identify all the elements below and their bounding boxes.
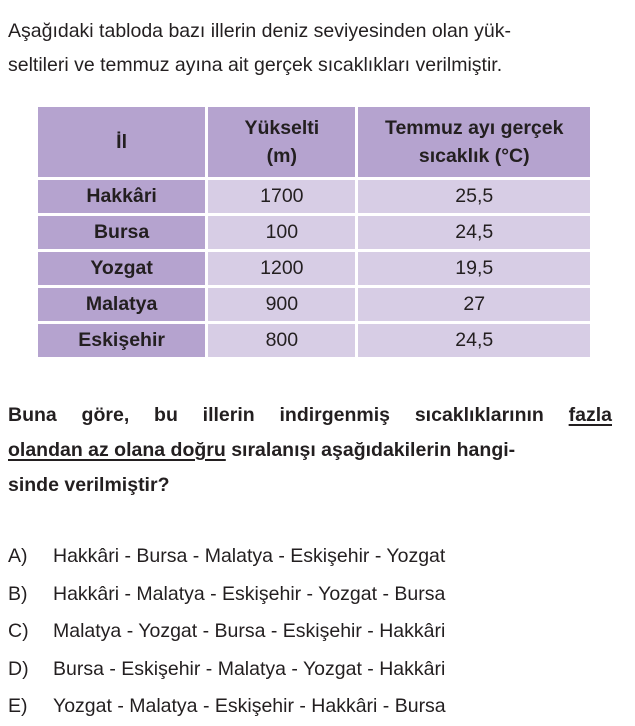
header-sicaklik: Temmuz ayı gerçek sıcaklık (°C) [357, 106, 592, 179]
table-row [37, 251, 592, 287]
intro-line: seltileri ve temmuz ayına ait gerçek sıcaklıkları verilmiştir. [8, 54, 503, 76]
question-line: Buna göre, bu illerin indirgenmiş sıcaklıklarının fazla [8, 404, 612, 426]
option-b[interactable] [8, 576, 612, 614]
option-c[interactable] [8, 613, 612, 651]
cell-city: Malatya [37, 287, 207, 323]
option-letter: A) [8, 545, 28, 568]
cell-temperature: 24,5 [357, 323, 592, 359]
intro-paragraph [8, 14, 608, 82]
option-text: Malatya - Yozgat - Bursa - Eskişehir - Hakkâri [53, 620, 446, 643]
header-yukselti: Yükselti (m) [207, 106, 357, 179]
question-line: olandan az olana doğru sıralanışı aşağıdakilerin hangi- [8, 439, 516, 461]
option-a[interactable] [8, 538, 612, 576]
cell-elevation: 800 [207, 323, 357, 359]
table-row [37, 179, 592, 215]
cell-elevation: 1700 [207, 179, 357, 215]
question-line: sinde verilmiştir? [8, 474, 170, 496]
cell-temperature: 19,5 [357, 251, 592, 287]
cell-city: Yozgat [37, 251, 207, 287]
option-letter: C) [8, 620, 29, 643]
option-letter: D) [8, 657, 29, 680]
cell-elevation: 900 [207, 287, 357, 323]
header-il: İl [37, 106, 207, 179]
underlined-text: fazla [568, 404, 612, 426]
option-text: Hakkâri - Malatya - Eskişehir - Yozgat - Bursa [53, 582, 446, 605]
underlined-text: olandan az olana doğru [8, 439, 226, 461]
table-row [37, 323, 592, 359]
cell-city: Hakkâri [37, 179, 207, 215]
cell-city: Eskişehir [37, 323, 207, 359]
cell-elevation: 1200 [207, 251, 357, 287]
cell-city: Bursa [37, 215, 207, 251]
table-row [37, 287, 592, 323]
cell-temperature: 25,5 [357, 179, 592, 215]
option-e[interactable] [8, 688, 612, 726]
table-row [37, 215, 592, 251]
cell-elevation: 100 [207, 215, 357, 251]
option-text: Bursa - Eskişehir - Malatya - Yozgat - Hakkâri [53, 657, 446, 680]
intro-line: Aşağıdaki tabloda bazı illerin deniz seviyesinden olan yük- [8, 20, 511, 42]
question-stem [8, 398, 612, 503]
option-text: Yozgat - Malatya - Eskişehir - Hakkâri - Bursa [53, 695, 446, 718]
city-data-table [35, 104, 593, 360]
cell-temperature: 27 [357, 287, 592, 323]
option-d[interactable] [8, 651, 612, 689]
cell-temperature: 24,5 [357, 215, 592, 251]
option-letter: E) [8, 695, 28, 718]
option-letter: B) [8, 582, 28, 605]
table-header-row [37, 106, 592, 179]
answer-options [8, 538, 612, 726]
option-text: Hakkâri - Bursa - Malatya - Eskişehir - Yozgat [53, 545, 446, 568]
